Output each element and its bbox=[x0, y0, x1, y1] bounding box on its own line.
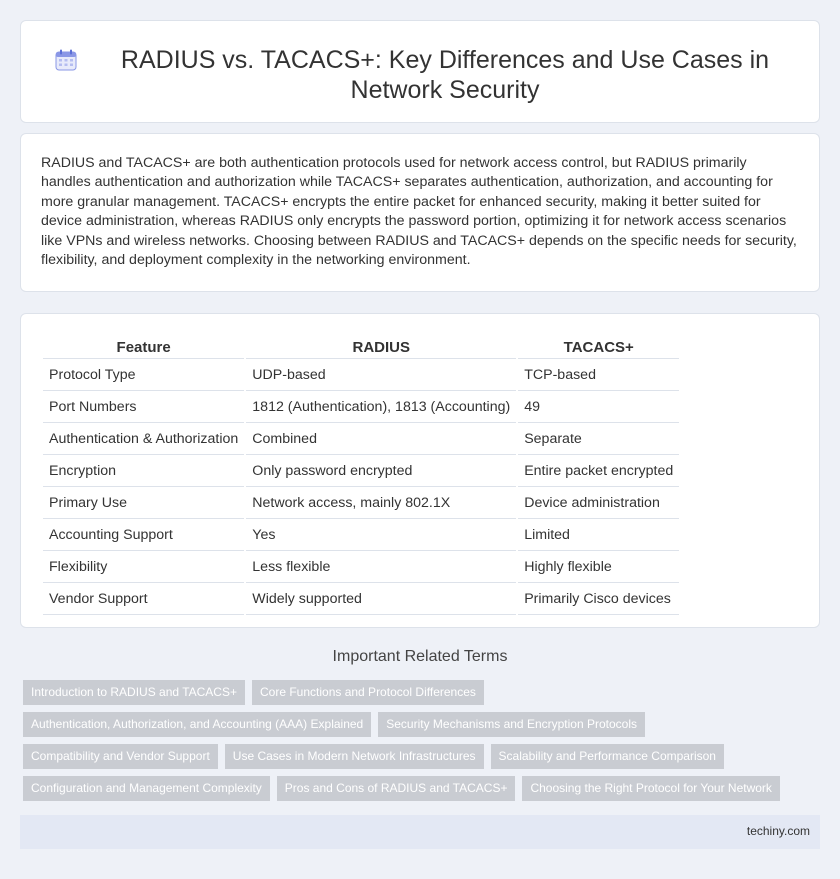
related-term-link[interactable]: Pros and Cons of RADIUS and TACACS+ bbox=[277, 776, 516, 801]
cell-radius: Widely supported bbox=[246, 585, 516, 615]
cell-feature: Protocol Type bbox=[43, 361, 244, 391]
cell-tacacs: TCP-based bbox=[518, 361, 679, 391]
related-term-link[interactable]: Authentication, Authorization, and Accounting (AAA) Explained bbox=[23, 712, 371, 737]
page-title: RADIUS vs. TACACS+: Key Differences and Use Cases in Network Security bbox=[120, 46, 770, 104]
header-tacacs: TACACS+ bbox=[518, 336, 679, 359]
title-card bbox=[20, 20, 820, 123]
related-term-link[interactable]: Use Cases in Modern Network Infrastructures bbox=[225, 744, 484, 769]
cell-feature: Port Numbers bbox=[43, 393, 244, 423]
related-term-link[interactable]: Compatibility and Vendor Support bbox=[23, 744, 218, 769]
comparison-table bbox=[41, 334, 681, 617]
table-row bbox=[43, 457, 679, 487]
header-radius: RADIUS bbox=[246, 336, 516, 359]
related-term-link[interactable]: Security Mechanisms and Encryption Protocols bbox=[378, 712, 645, 737]
tag-row bbox=[23, 744, 813, 769]
related-term-link[interactable]: Choosing the Right Protocol for Your Network bbox=[522, 776, 779, 801]
cell-radius: Less flexible bbox=[246, 553, 516, 583]
cell-radius: Network access, mainly 802.1X bbox=[246, 489, 516, 519]
cell-feature: Flexibility bbox=[43, 553, 244, 583]
table-row bbox=[43, 521, 679, 551]
cell-radius: Yes bbox=[246, 521, 516, 551]
table-header-row bbox=[43, 336, 679, 359]
cell-tacacs: Highly flexible bbox=[518, 553, 679, 583]
comparison-card bbox=[20, 313, 820, 628]
related-terms-title: Important Related Terms bbox=[332, 648, 508, 665]
related-term-link[interactable]: Scalability and Performance Comparison bbox=[491, 744, 724, 769]
cell-tacacs: Primarily Cisco devices bbox=[518, 585, 679, 615]
related-term-link[interactable]: Configuration and Management Complexity bbox=[23, 776, 270, 801]
cell-tacacs: Limited bbox=[518, 521, 679, 551]
intro-card bbox=[20, 133, 820, 292]
cell-tacacs: Entire packet encrypted bbox=[518, 457, 679, 487]
table-row bbox=[43, 361, 679, 391]
table-row bbox=[43, 489, 679, 519]
related-term-link[interactable]: Core Functions and Protocol Differences bbox=[252, 680, 484, 705]
cell-feature: Authentication & Authorization bbox=[43, 425, 244, 455]
cell-feature: Encryption bbox=[43, 457, 244, 487]
cell-tacacs: 49 bbox=[518, 393, 679, 423]
table-row bbox=[43, 425, 679, 455]
related-term-link[interactable]: Introduction to RADIUS and TACACS+ bbox=[23, 680, 245, 705]
cell-tacacs: Device administration bbox=[518, 489, 679, 519]
cell-feature: Vendor Support bbox=[43, 585, 244, 615]
cell-feature: Accounting Support bbox=[43, 521, 244, 551]
intro-paragraph: RADIUS and TACACS+ are both authentication protocols used for network access control, but RADIUS primarily handles authentication and authorization while TACACS+ separates authentication, authorization, and accounting for more granular management. TACACS+ encrypts the entire packet for enhanced security, making it better suited for device administration, whereas RADIUS only encrypts the password portion, optimizing it for network access scenarios like VPNs and wireless networks. Choosing between RADIUS and TACACS+ depends on the specific needs for security, flexibility, and deployment complexity in the networking environment. bbox=[41, 155, 797, 269]
cell-radius: UDP-based bbox=[246, 361, 516, 391]
cell-radius: Only password encrypted bbox=[246, 457, 516, 487]
tag-row bbox=[23, 680, 813, 705]
table-row bbox=[43, 553, 679, 583]
related-terms-list bbox=[23, 680, 813, 808]
tag-row bbox=[23, 712, 813, 737]
table-row bbox=[43, 393, 679, 423]
calendar-icon bbox=[55, 49, 77, 71]
site-name[interactable]: techiny.com bbox=[746, 824, 810, 838]
footer bbox=[20, 815, 820, 849]
cell-radius: Combined bbox=[246, 425, 516, 455]
cell-radius: 1812 (Authentication), 1813 (Accounting) bbox=[246, 393, 516, 423]
tag-row bbox=[23, 776, 813, 801]
table-row bbox=[43, 585, 679, 615]
header-feature: Feature bbox=[43, 336, 244, 359]
cell-feature: Primary Use bbox=[43, 489, 244, 519]
cell-tacacs: Separate bbox=[518, 425, 679, 455]
